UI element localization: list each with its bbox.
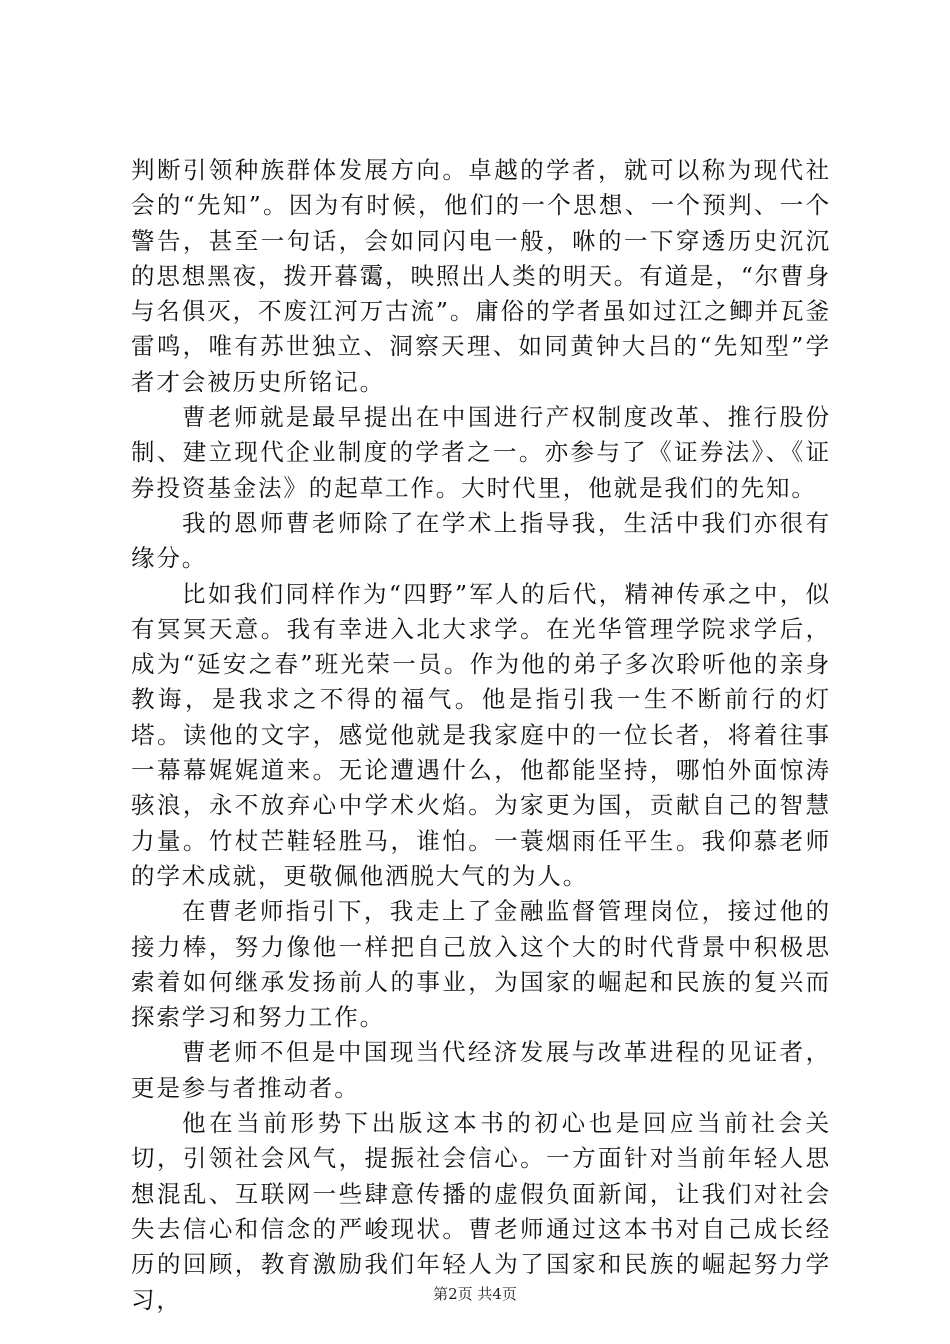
paragraph-2: 曹老师就是最早提出在中国进行产权制度改革、推行股份制、建立现代企业制度的学者之一。亦参与了《证券法》、《证券投资基金法》的起草工作。大时代里，他就是我们的先知。	[131, 403, 831, 502]
paragraph-3: 我的恩师曹老师除了在学术上指导我，生活中我们亦很有缘分。	[131, 508, 831, 573]
paragraph-7: 他在当前形势下出版这本书的初心也是回应当前社会关切，引领社会风气，提振社会信心。一方面针对当前年轻人思想混乱、互联网一些肆意传播的虚假负面新闻，让我们对社会失去信心和信念的严峻现状。曹老师通过这本书对自己成长经历的回顾，教育激励我们年轻人为了国家和民族的崛起努力学习，	[131, 1109, 831, 1314]
paragraph-5: 在曹老师指引下，我走上了金融监督管理岗位，接过他的接力棒，努力像他一样把自己放入这个大的时代背景中积极思索着如何继承发扬前人的事业，为国家的崛起和民族的复兴而探索学习和努力工作。	[131, 897, 831, 1032]
page-number-footer: 第2页 共4页	[433, 1285, 517, 1303]
paragraph-4: 比如我们同样作为“四野”军人的后代，精神传承之中，似有冥冥天意。我有幸进入北大求学。在光华管理学院求学后，成为“延安之春”班光荣一员。作为他的弟子多次聆听他的亲身教诲，是我求之不得的福气。他是指引我一生不断前行的灯塔。读他的文字，感觉他就是我家庭中的一位长者，将着往事一幕幕娓娓道来。无论遭遇什么，他都能坚持，哪怕外面惊涛骇浪，永不放弃心中学术火焰。为家更为国，贡献自己的智慧力量。竹杖芒鞋轻胜马，谁怕。一蓑烟雨任平生。我仰慕老师的学术成就，更敬佩他洒脱大气的为人。	[131, 579, 831, 890]
document-body	[131, 153, 831, 1318]
paragraph-1: 判断引领种族群体发展方向。卓越的学者，就可以称为现代社会的“先知”。因为有时候，他们的一个思想、一个预判、一个警告，甚至一句话，会如同闪电一般，咻的一下穿透历史沉沉的思想黑夜，拨开暮霭，映照出人类的明天。有道是，“尔曹身与名俱灭，不废江河万古流”。庸俗的学者虽如过江之鲫并瓦釜雷鸣，唯有苏世独立、洞察天理、如同黄钟大吕的“先知型”学者才会被历史所铭记。	[131, 156, 831, 396]
paragraph-6: 曹老师不但是中国现当代经济发展与改革进程的见证者，更是参与者推动者。	[131, 1038, 831, 1102]
